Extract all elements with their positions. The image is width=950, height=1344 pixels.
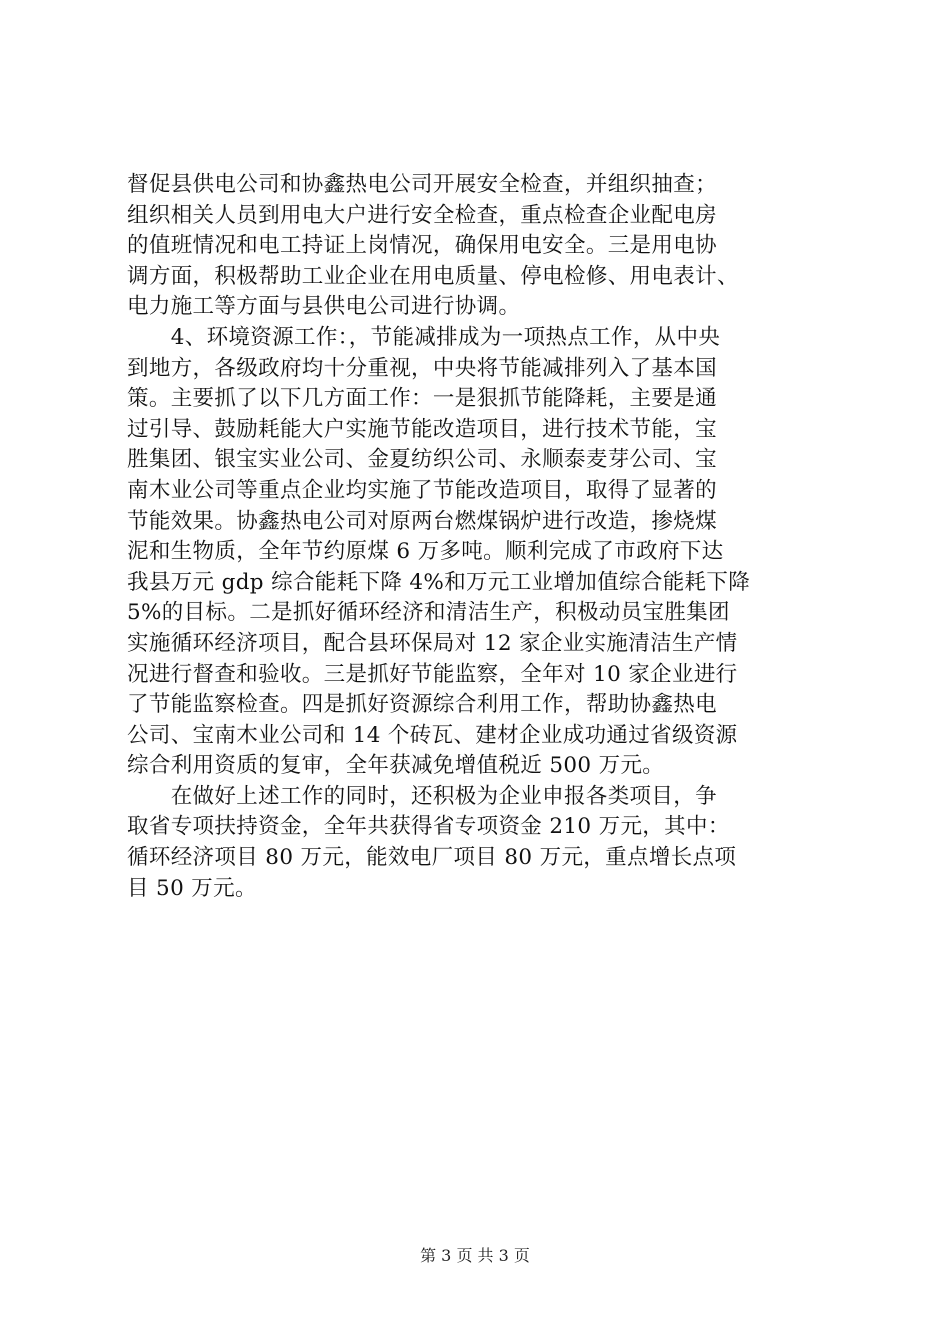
text-line: 公司、宝南木业公司和 14 个砖瓦、建材企业成功通过省级资源 [127, 722, 738, 748]
text-line: 4、环境资源工作：，节能减排成为一项热点工作，从中央 [127, 324, 721, 350]
text-line: 循环经济项目 80 万元，能效电厂项目 80 万元，重点增长点项 [127, 845, 737, 871]
text-line: 取省专项扶持资金，全年共获得省专项资金 210 万元，其中： [127, 814, 730, 840]
text-line: 目 50 万元。 [127, 875, 257, 901]
text-line: 的值班情况和电工持证上岗情况，确保用电安全。三是用电协 [127, 233, 717, 259]
text-line: 实施循环经济项目，配合县环保局对 12 家企业实施清洁生产情 [127, 630, 738, 656]
text-line: 了节能监察检查。四是抓好资源综合利用工作，帮助协鑫热电 [127, 692, 717, 718]
text-line: 组织相关人员到用电大户进行安全检查，重点检查企业配电房 [127, 202, 717, 228]
page-footer: 第 3 页 共 3 页 [420, 1246, 530, 1265]
text-line: 到地方，各级政府均十分重视，中央将节能减排列入了基本国 [127, 355, 717, 381]
text-line: 过引导、鼓励耗能大户实施节能改造项目，进行技术节能，宝 [127, 416, 717, 442]
text-line: 节能效果。协鑫热电公司对原两台燃煤锅炉进行改造，掺烧煤 [127, 508, 717, 534]
text-line: 策。主要抓了以下几方面工作：一是狠抓节能降耗，主要是通 [127, 386, 717, 412]
text-line: 5%的目标。二是抓好循环经济和清洁生产，积极动员宝胜集团 [127, 600, 730, 626]
text-line: 胜集团、银宝实业公司、金夏纺织公司、永顺泰麦芽公司、宝 [127, 447, 717, 473]
text-line: 泥和生物质，全年节约原煤 6 万多吨。顺利完成了市政府下达 [127, 539, 724, 565]
text-line: 在做好上述工作的同时，还积极为企业申报各类项目，争 [127, 783, 717, 809]
text-line: 我县万元 gdp 综合能耗下降 4%和万元工业增加值综合能耗下降 [127, 569, 751, 595]
text-line: 综合利用资质的复审，全年获减免增值税近 500 万元。 [127, 753, 665, 779]
text-line: 南木业公司等重点企业均实施了节能改造项目，取得了显著的 [127, 477, 717, 503]
text-line: 电力施工等方面与县供电公司进行协调。 [127, 294, 521, 320]
text-line: 况进行督查和验收。三是抓好节能监察，全年对 10 家企业进行 [127, 661, 738, 687]
text-line: 督促县供电公司和协鑫热电公司开展安全检查，并组织抽查； [127, 172, 717, 197]
document-body [127, 170, 837, 904]
text-line: 调方面，积极帮助工业企业在用电质量、停电检修、用电表计、 [127, 263, 739, 289]
